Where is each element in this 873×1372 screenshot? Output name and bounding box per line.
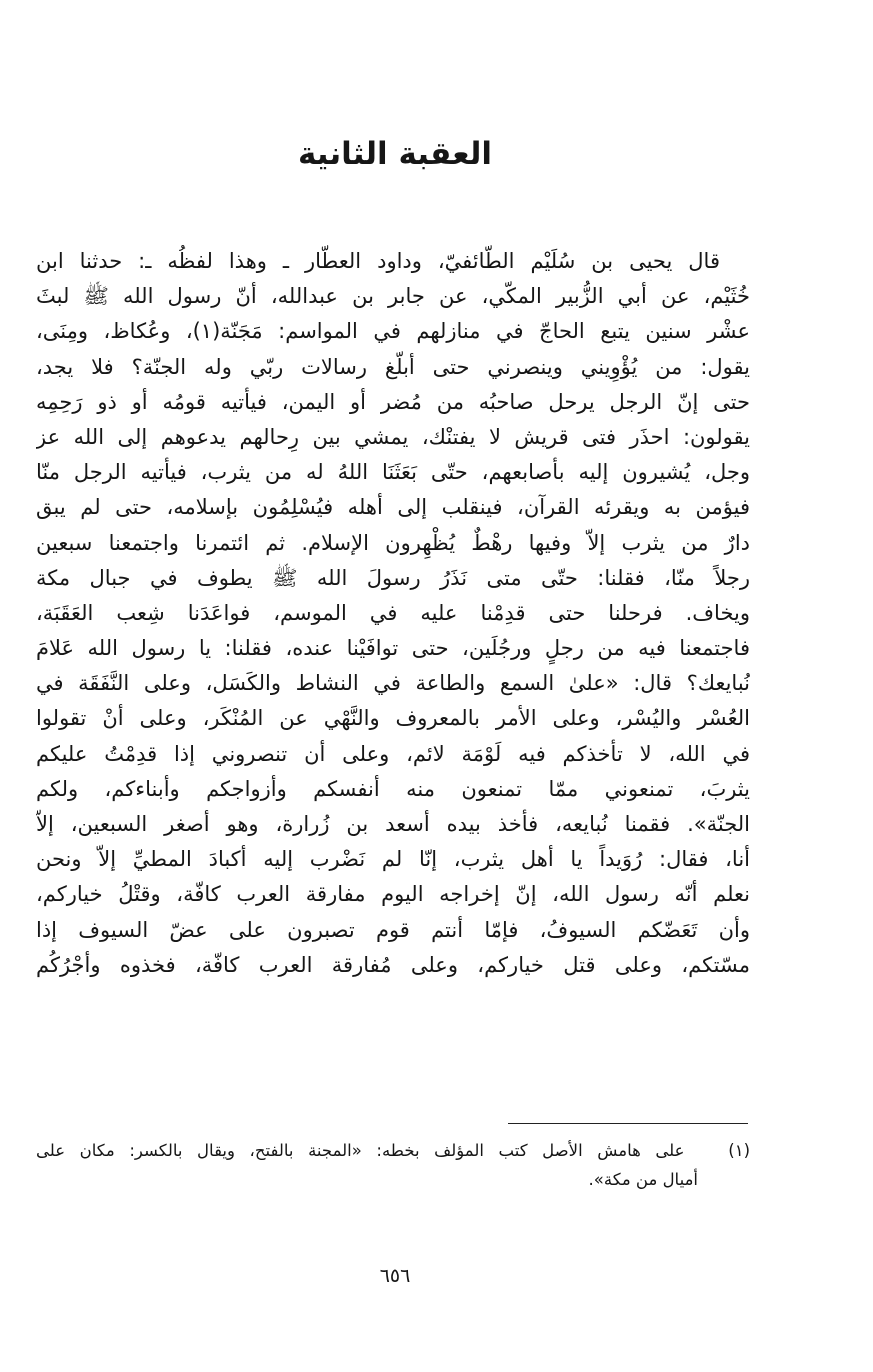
body-line: عشْر سنين يتبع الحاجّ في منازلهم في المواسم: مَجَنّة(١)، وعُكاظ، ومِنَى، (36, 319, 750, 344)
body-line: نُبايعك؟ قال: «علىٰ السمع والطاعة في النشاط والكَسَل، وعلى النَّفَقَة في (36, 671, 750, 696)
body-line: خُثَيْم، عن أبي الزُّبير المكّي، عن جابر بن عبدالله، أنّ رسول الله ﷺ لبثَ (36, 284, 750, 309)
body-line: وجل، يُشيرون إليه بأصابعهم، حتّى بَعَثَنَا اللهُ له من يثرب، فيأتيه الرجل منّا (36, 460, 750, 485)
page-number: ٦٥٦ (379, 1265, 411, 1287)
footnote-text: على هامش الأصل كتب المؤلف بخطه: «المجنة بالفتح، ويقال بالكسر: مكان على (36, 1141, 685, 1160)
body-line: الجنّة». فقمنا نُبايعه، فأخذ بيده أسعد بن زُرارة، وهو أصغر السبعين، إلاّ (36, 812, 750, 836)
body-line: يثربَ، تمنعوني ممّا تمنعون منه أنفسكم وأزواجكم وأبناءكم، ولكم (36, 776, 750, 801)
body-text (36, 244, 750, 983)
body-line: دارٌ من يثرب إلاّ وفيها رهْطٌ يُظْهِرون الإسلام. ثم ائتمرنا واجتمعنا سبعين (36, 530, 750, 555)
footnote-line: أميال من مكة». (588, 1170, 698, 1189)
footnote-marker: (١) (728, 1141, 750, 1160)
footnote (36, 1136, 750, 1194)
body-line: فاجتمعنا فيه من رجلٍ ورجُلَين، حتى توافَيْنا عنده، فقلنا: يا رسول الله عَلامَ (36, 636, 750, 661)
body-line: رجلاً منّا، فقلنا: حتّى متى نَذَرُ رسولَ الله ﷺ يطوف في جبال مكة (36, 565, 750, 590)
body-line: أنا، فقال: رُوَيداً يا أهل يثرب، إنّا لم نَضْرب إليه أكبادَ المطيِّ إلاّ ونحن (36, 847, 750, 872)
footnote-line (36, 1136, 750, 1165)
body-line: العُسْر واليُسْر، وعلى الأمر بالمعروف والنَّهْي عن المُنْكَر، وعلى أنْ تقولوا (36, 706, 750, 731)
body-line: قال يحيى بن سُلَيْم الطّائفيّ، وداود العطّار ـ وهذا لفظُه ـ: حدثنا ابن (36, 249, 720, 273)
footnote-separator (508, 1123, 748, 1124)
body-line: حتى إنّ الرجل يرحل صاحبُه من مُضر أو اليمن، فيأتيه قومُه أو ذو رَحِمِه (36, 389, 750, 414)
body-line: مسّتكم، وعلى قتل خياركم، وعلى مُفارقة العرب كافّة، فخذوه وأجْرُكُم (36, 952, 750, 977)
body-line: في الله، لا تأخذكم فيه لَوْمَة لائم، وعلى أن تنصروني إذا قدِمْتُ عليكم (36, 741, 750, 766)
body-line: يقولون: احذَر فتى قريش لا يفتنْك، يمشي بين رِحالهم يدعوهم إلى الله عز (36, 424, 750, 449)
body-line: يقول: من يُؤْوِيني وينصرني حتى أبلّغ رسالات ربّي وله الجنّة؟ فلا يجد، (36, 354, 750, 379)
chapter-title: العقبة الثانية (298, 136, 492, 172)
body-line: فيؤمن به ويقرئه القرآن، فينقلب إلى أهله فيُسْلِمُون بإسلامه، حتى لم يبق (36, 495, 750, 520)
body-line: ويخاف. فرحلنا حتى قدِمْنا عليه في الموسم، فواعَدَنا شِعب العَقَبَة، (36, 600, 750, 625)
body-line: نعلم أنّه رسول الله، إنّ إخراجه اليوم مفارقة العرب كافّة، وقتْلُ خياركم، (36, 882, 750, 907)
body-line: وأن تَعَضّكم السيوفُ، فإمّا أنتم قوم تصبرون على عضّ السيوف إذا (36, 917, 750, 942)
